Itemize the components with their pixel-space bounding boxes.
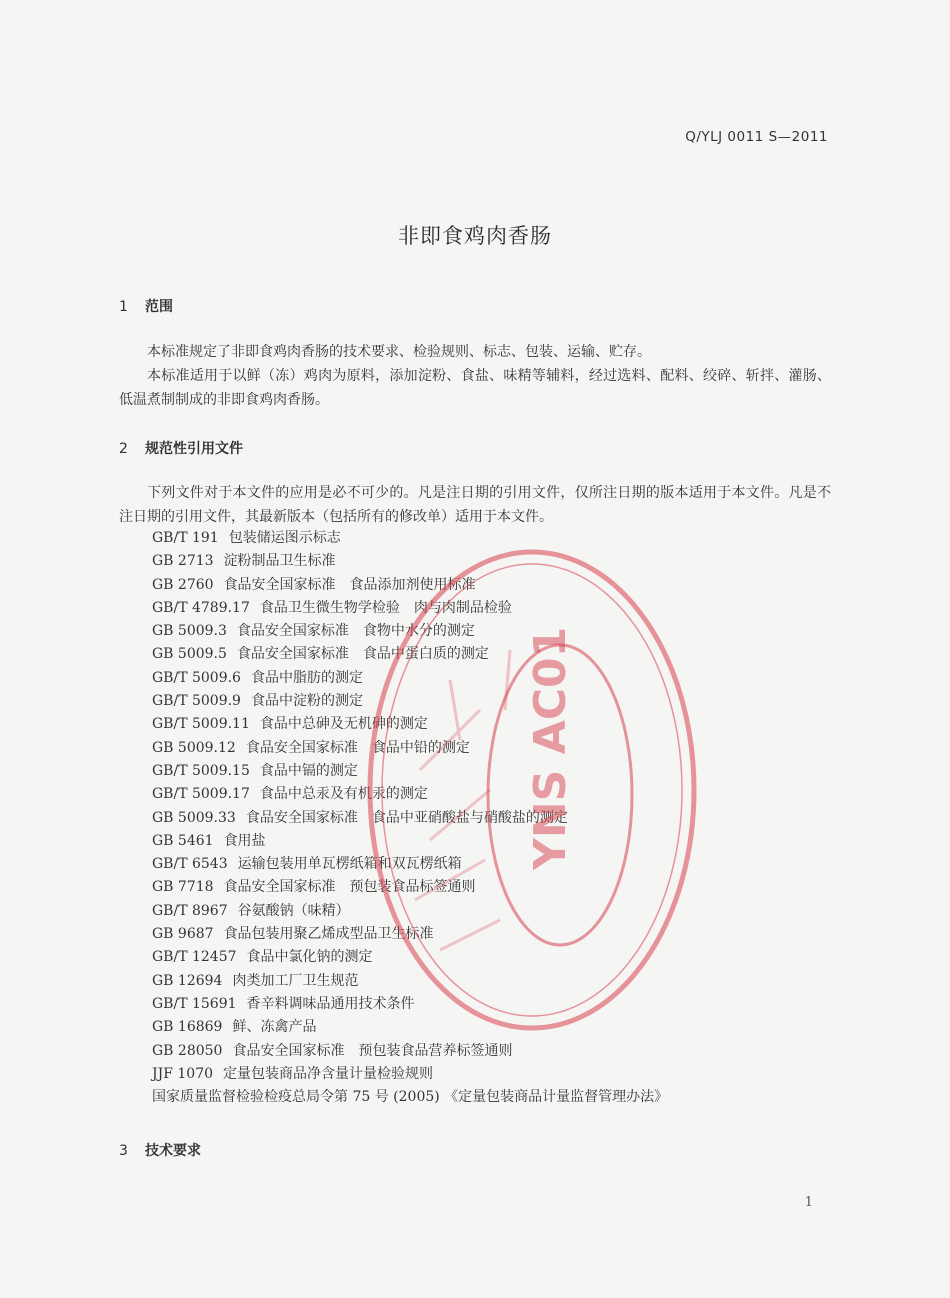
reference-code: GB 2760 <box>152 576 214 593</box>
section-number: 2 <box>119 441 128 457</box>
reference-title: 食品安全国家标准 食物中水分的测定 <box>236 623 475 640</box>
section-title: 规范性引用文件 <box>145 441 243 457</box>
reference-code: GB/T 15691 <box>152 995 237 1012</box>
reference-title: 定量包装商品净含量计量检验规则 <box>223 1065 434 1082</box>
page-number: 1 <box>804 1195 813 1210</box>
reference-code: GB 9687 <box>152 926 214 943</box>
section-heading-tech-requirements <box>119 1140 201 1160</box>
reference-item <box>152 620 842 643</box>
reference-code: GB/T 8967 <box>152 902 228 919</box>
seal-text: YNS AC01 <box>525 626 576 870</box>
reference-code: GB/T 5009.11 <box>152 716 250 733</box>
reference-item <box>152 1063 842 1086</box>
reference-title: 肉类加工厂卫生规范 <box>232 972 359 989</box>
reference-title: 食用盐 <box>223 832 266 849</box>
page-title: 非即食鸡肉香肠 <box>398 224 552 248</box>
references-intro <box>119 481 831 529</box>
reference-title: 谷氨酸钠（味精） <box>237 902 350 919</box>
reference-code: GB 28050 <box>152 1042 223 1059</box>
reference-title: 香辛料调味品通用技术条件 <box>246 995 415 1012</box>
reference-title: 包装储运图示标志 <box>228 530 341 546</box>
section-number: 3 <box>119 1143 128 1159</box>
reference-item <box>152 1086 842 1109</box>
reference-item <box>152 807 842 830</box>
reference-item <box>152 527 842 550</box>
reference-code: GB/T 4789.17 <box>152 599 250 616</box>
reference-code: GB 2713 <box>152 553 214 570</box>
reference-item <box>152 643 842 666</box>
references-intro-paragraph: 下列文件对于本文件的应用是必不可少的。凡是注日期的引用文件，仅所注日期的版本适用于本文件。凡是不注日期的引用文件，其最新版本（包括所有的修改单）适用于本文件。 <box>119 485 831 525</box>
scope-paragraph-2: 本标准适用于以鲜（冻）鸡肉为原料，添加淀粉、食盐、味精等辅料，经过选料、配料、绞碎、斩拌、灌肠、低温煮制制成的非即食鸡肉香肠。 <box>119 368 831 408</box>
document-code: Q/YLJ 0011 S—2011 <box>685 129 828 145</box>
reference-item <box>152 970 842 993</box>
reference-item <box>152 830 842 853</box>
reference-title: 食品安全国家标准 食品中亚硝酸盐与硝酸盐的测定 <box>245 809 568 826</box>
reference-code: GB/T 5009.6 <box>152 669 241 686</box>
section-title: 范围 <box>145 299 173 315</box>
reference-item <box>152 667 842 690</box>
section-heading-scope <box>119 296 173 316</box>
reference-item <box>152 993 842 1016</box>
reference-title: 食品中氯化钠的测定 <box>246 949 373 966</box>
reference-code: GB 7718 <box>152 879 214 896</box>
reference-title: 食品中脂肪的测定 <box>250 669 363 686</box>
reference-item <box>152 597 842 620</box>
reference-title: 食品中总汞及有机汞的测定 <box>259 786 428 803</box>
reference-item <box>152 1040 842 1063</box>
reference-item <box>152 713 842 736</box>
reference-code: GB 5009.12 <box>152 739 236 756</box>
reference-code: GB 5009.33 <box>152 809 236 826</box>
reference-title: 食品包装用聚乙烯成型品卫生标准 <box>223 926 434 943</box>
reference-item <box>152 737 842 760</box>
reference-code: GB 16869 <box>152 1019 223 1036</box>
reference-code: GB/T 5009.17 <box>152 786 250 803</box>
reference-code: GB/T 12457 <box>152 949 237 966</box>
reference-title: 国家质量监督检验检疫总局令第 75 号 (2005) 《定量包装商品计量监督管理办法》 <box>152 1089 669 1106</box>
reference-code: GB/T 5009.9 <box>152 693 241 710</box>
reference-code: GB 5009.5 <box>152 646 227 663</box>
reference-item <box>152 853 842 876</box>
reference-title: 食品安全国家标准 食品添加剂使用标准 <box>223 576 476 593</box>
scope-text <box>119 340 831 412</box>
reference-title: 食品中总砷及无机砷的测定 <box>259 716 428 733</box>
reference-code: GB 12694 <box>152 972 223 989</box>
section-number: 1 <box>119 299 128 315</box>
reference-item <box>152 783 842 806</box>
section-heading-references <box>119 438 243 458</box>
reference-code: JJF 1070 <box>152 1065 214 1082</box>
reference-item <box>152 900 842 923</box>
reference-code: GB 5461 <box>152 832 214 849</box>
reference-title: 食品安全国家标准 预包装食品营养标签通则 <box>232 1042 513 1059</box>
reference-item <box>152 690 842 713</box>
reference-code: GB/T 6543 <box>152 856 228 873</box>
reference-item <box>152 760 842 783</box>
reference-title: 鲜、冻禽产品 <box>232 1019 317 1036</box>
reference-item <box>152 550 842 573</box>
reference-item <box>152 876 842 899</box>
reference-code: GB 5009.3 <box>152 623 227 640</box>
reference-title: 食品安全国家标准 食品中蛋白质的测定 <box>236 646 489 663</box>
reference-title: 淀粉制品卫生标准 <box>223 553 336 570</box>
reference-item <box>152 574 842 597</box>
reference-title: 食品安全国家标准 预包装食品标签通则 <box>223 879 476 896</box>
scope-paragraph-1: 本标准规定了非即食鸡肉香肠的技术要求、检验规则、标志、包装、运输、贮存。 <box>147 344 651 360</box>
reference-title: 食品卫生微生物学检验 肉与肉制品检验 <box>259 599 512 616</box>
section-title: 技术要求 <box>145 1143 201 1159</box>
reference-item <box>152 946 842 969</box>
reference-title: 运输包装用单瓦楞纸箱和双瓦楞纸箱 <box>237 856 462 873</box>
reference-title: 食品中镉的测定 <box>259 762 358 779</box>
reference-title: 食品安全国家标准 食品中铅的测定 <box>245 739 470 756</box>
reference-title: 食品中淀粉的测定 <box>250 693 363 710</box>
reference-item <box>152 1016 842 1039</box>
reference-code: GB/T 191 <box>152 530 219 546</box>
reference-item <box>152 923 842 946</box>
reference-code: GB/T 5009.15 <box>152 762 250 779</box>
reference-list <box>152 527 842 1109</box>
